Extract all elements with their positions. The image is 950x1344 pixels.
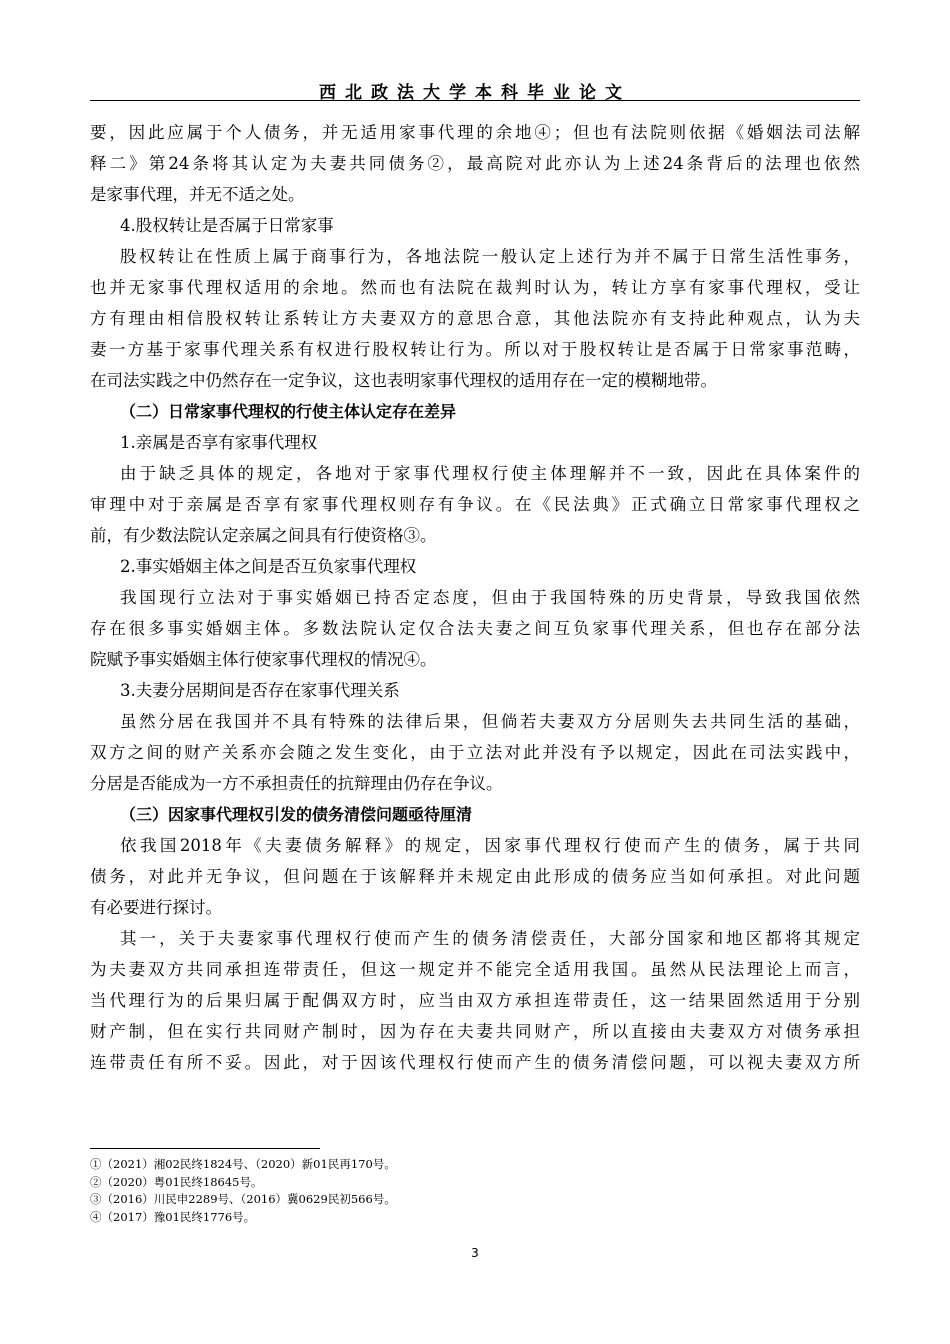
footnote: ④（2017）豫01民终1776号。 xyxy=(90,1209,256,1224)
paragraph-line: 债务，对此并无争议，但问题在于该解释并未规定由此形成的债务应当如何承担。对此问题 xyxy=(90,867,860,886)
section-heading: （二）日常家事代理权的行使主体认定存在差异 xyxy=(120,402,457,421)
paragraph-line: 由于缺乏具体的规定，各地对于家事代理权行使主体理解并不一致，因此在具体案件的 xyxy=(120,464,860,483)
paragraph-line: 连带责任有所不妥。因此，对于因该代理权行使而产生的债务清偿问题，可以视夫妻双方所 xyxy=(90,1053,860,1072)
paragraph-line: 股权转让在性质上属于商事行为，各地法院一般认定上述行为并不属于日常生活性事务， xyxy=(120,247,860,266)
paragraph-line: 方有理由相信股权转让系转让方夫妻双方的意思合意，其他法院亦有支持此种观点，认为夫 xyxy=(90,309,860,328)
paragraph-line: 是家事代理，并无不适之处。 xyxy=(90,185,305,204)
footnote-rule xyxy=(90,1148,320,1149)
paragraph-line: 前，有少数法院认定亲属之间具有行使资格③。 xyxy=(90,526,437,545)
subsection-heading: 4.股权转让是否属于日常家事 xyxy=(120,216,334,235)
body-text xyxy=(90,117,860,1078)
header-rule xyxy=(90,100,860,101)
paragraph-line: 在司法实践之中仍然存在一定争议，这也表明家事代理权的适用存在一定的模糊地带。 xyxy=(90,371,717,390)
paragraph-line: 要，因此应属于个人债务，并无适用家事代理的余地④；但也有法院则依据《婚姻法司法解 xyxy=(90,123,860,142)
paragraph-line: 其一，关于夫妻家事代理权行使而产生的债务清偿责任，大部分国家和地区都将其规定 xyxy=(120,929,860,948)
paragraph-line: 存在很多事实婚姻主体。多数法院认定仅合法夫妻之间互负家事代理关系，但也存在部分法 xyxy=(90,619,860,638)
paragraph-line: 依我国2018年《夫妻债务解释》的规定，因家事代理权行使而产生的债务，属于共同 xyxy=(120,836,860,855)
paragraph-line: 院赋予事实婚姻主体行使家事代理权的情况④。 xyxy=(90,650,437,669)
paragraph-line: 财产制，但在实行共同财产制时，因为存在夫妻共同财产，所以直接由夫妻双方对债务承担 xyxy=(90,1022,860,1041)
page-number: 3 xyxy=(471,1246,479,1260)
paragraph-line: 双方之间的财产关系亦会随之发生变化，由于立法对此并没有予以规定，因此在司法实践中， xyxy=(90,743,860,762)
section-heading: （三）因家事代理权引发的债务清偿问题亟待厘清 xyxy=(120,805,473,824)
footnote: ①（2021）湘02民终1824号、（2020）新01民再170号。 xyxy=(90,1157,396,1171)
paragraph-line: 我国现行立法对于事实婚姻已持否定态度，但由于我国特殊的历史背景，导致我国依然 xyxy=(120,588,860,607)
paragraph-line: 虽然分居在我国并不具有特殊的法律后果，但倘若夫妻双方分居则失去共同生活的基础， xyxy=(120,712,860,731)
subsection-heading: 1.亲属是否享有家事代理权 xyxy=(120,433,318,452)
paragraph-line: 分居是否能成为一方不承担责任的抗辩理由仍存在争议。 xyxy=(90,774,503,793)
paragraph-line: 审理中对于亲属是否享有家事代理权则存有争议。在《民法典》正式确立日常家事代理权之 xyxy=(90,495,860,514)
paragraph-line: 为夫妻双方共同承担连带责任，但这一规定并不能完全适用我国。虽然从民法理论上而言， xyxy=(90,960,860,979)
paragraph-line: 妻一方基于家事代理关系有权进行股权转让行为。所以对于股权转让是否属于日常家事范畴， xyxy=(90,340,860,359)
paragraph-line: 当代理行为的后果归属于配偶双方时，应当由双方承担连带责任，这一结果固然适用于分别 xyxy=(90,991,860,1010)
paragraph-line: 也并无家事代理权适用的余地。然而也有法院在裁判时认为，转让方享有家事代理权，受让 xyxy=(90,278,860,297)
paragraph-line: 有必要进行探讨。 xyxy=(90,898,222,917)
footnote: ②（2020）粤01民终18645号。 xyxy=(90,1174,263,1189)
footnote: ③（2016）川民申2289号、（2016）冀0629民初566号。 xyxy=(90,1192,396,1206)
paragraph-line: 释二》第24条将其认定为夫妻共同债务②，最高院对此亦认为上述24条背后的法理也依然 xyxy=(90,154,860,173)
subsection-heading: 2.事实婚姻主体之间是否互负家事代理权 xyxy=(120,557,417,576)
footnotes xyxy=(90,1156,860,1226)
page-header-title: 西北政法大学本科毕业论文 xyxy=(319,83,631,103)
subsection-heading: 3.夫妻分居期间是否存在家事代理关系 xyxy=(120,681,400,700)
